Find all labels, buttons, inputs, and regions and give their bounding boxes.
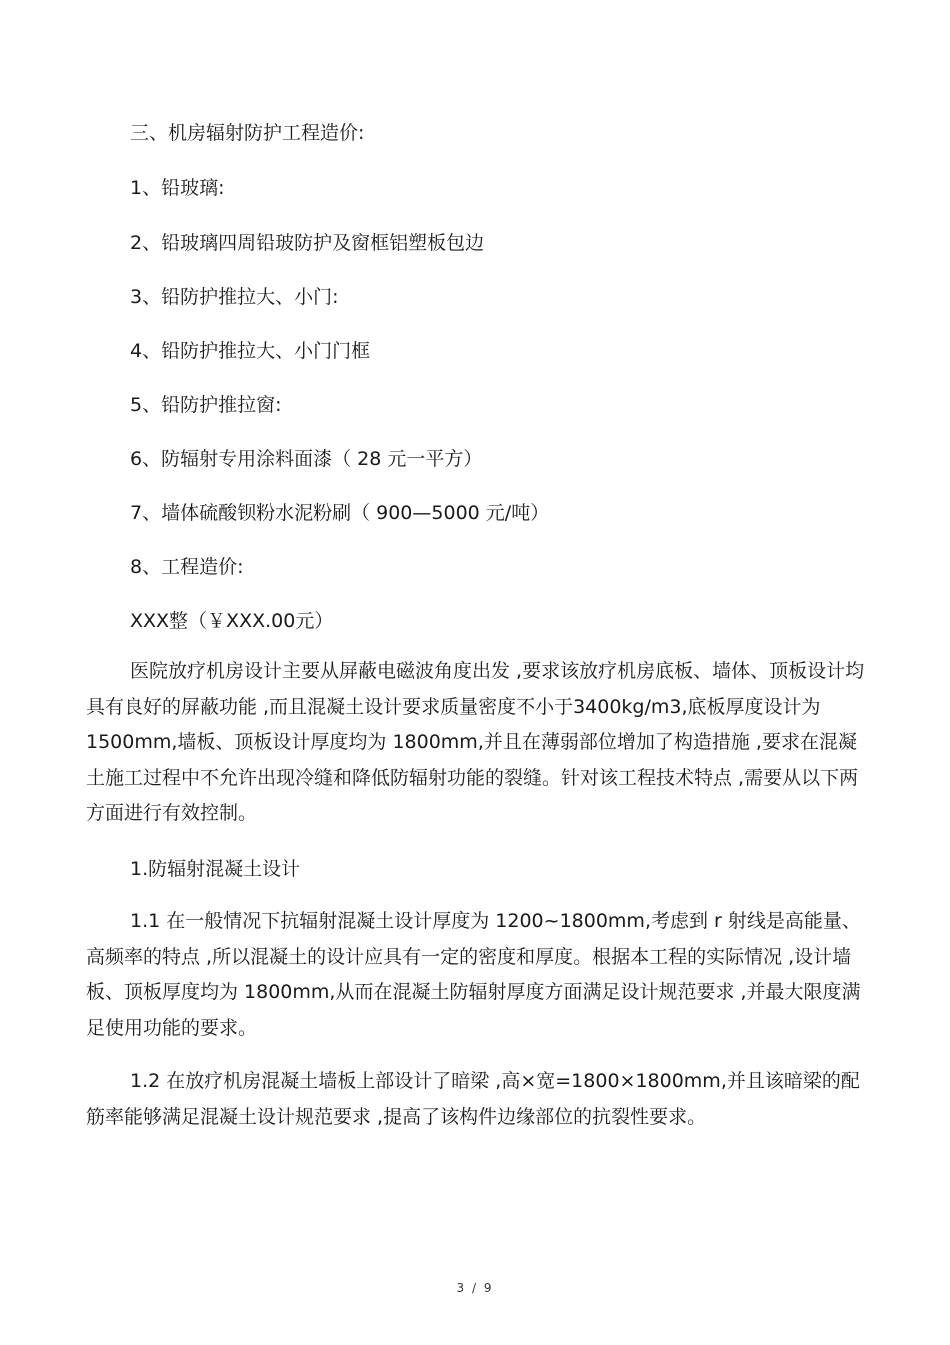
total-amount: XXX整（￥XXX.00元） bbox=[130, 610, 334, 632]
intro-paragraph: 医院放疗机房设计主要从屏蔽电磁波角度出发 ,要求该放疗机房底板、墙体、顶板设计均具有良好的屏蔽功能 ,而且混凝土设计要求质量密度不小于3400kg/m3,底板厚度设计为 1500mm,墙板、顶板设计厚度均为 1800mm,并且在薄弱部位增加了构造措施 ,要求在混凝土施工过程中不允许出现冷缝和降低防辐射功能的裂缝。针对该工程技术特点 ,需要从以下两方面进行有效控制。 bbox=[86, 660, 865, 824]
list-item: 4、铅防护推拉大、小门门框 bbox=[130, 340, 371, 362]
section-heading: 三、机房辐射防护工程造价: bbox=[130, 122, 365, 144]
list-item: 6、防辐射专用涂料面漆（ 28 元一平方） bbox=[130, 448, 483, 470]
page-number: 3 / 9 bbox=[456, 1281, 494, 1295]
subsection-heading: 1.防辐射混凝土设计 bbox=[130, 858, 301, 880]
paragraph-1-2: 1.2 在放疗机房混凝土墙板上部设计了暗梁 ,高×宽=1800×1800mm,并且该暗梁的配筋率能够满足混凝土设计规范要求 ,提高了该构件边缘部位的抗裂性要求。 bbox=[86, 1070, 860, 1128]
list-item: 2、铅玻璃四周铅玻防护及窗框铝塑板包边 bbox=[130, 232, 485, 254]
list-item: 7、墙体硫酸钡粉水泥粉刷（ 900—5000 元/吨） bbox=[130, 502, 550, 524]
list-item: 1、铅玻璃: bbox=[130, 177, 225, 199]
list-item: 8、工程造价: bbox=[130, 556, 244, 578]
paragraph-1-1: 1.1 在一般情况下抗辐射混凝土设计厚度为 1200~1800mm,考虑到 r 射线是高能量、高频率的特点 ,所以混凝土的设计应具有一定的密度和厚度。根据本工程的实际情况 ,设计墙板、顶板厚度均为 1800mm,从而在混凝土防辐射厚度方面满足设计规范要求 ,并最大限度满足使用功能的要求。 bbox=[86, 910, 861, 1039]
list-item: 3、铅防护推拉大、小门: bbox=[130, 286, 339, 308]
list-item: 5、铅防护推拉窗: bbox=[130, 394, 282, 416]
